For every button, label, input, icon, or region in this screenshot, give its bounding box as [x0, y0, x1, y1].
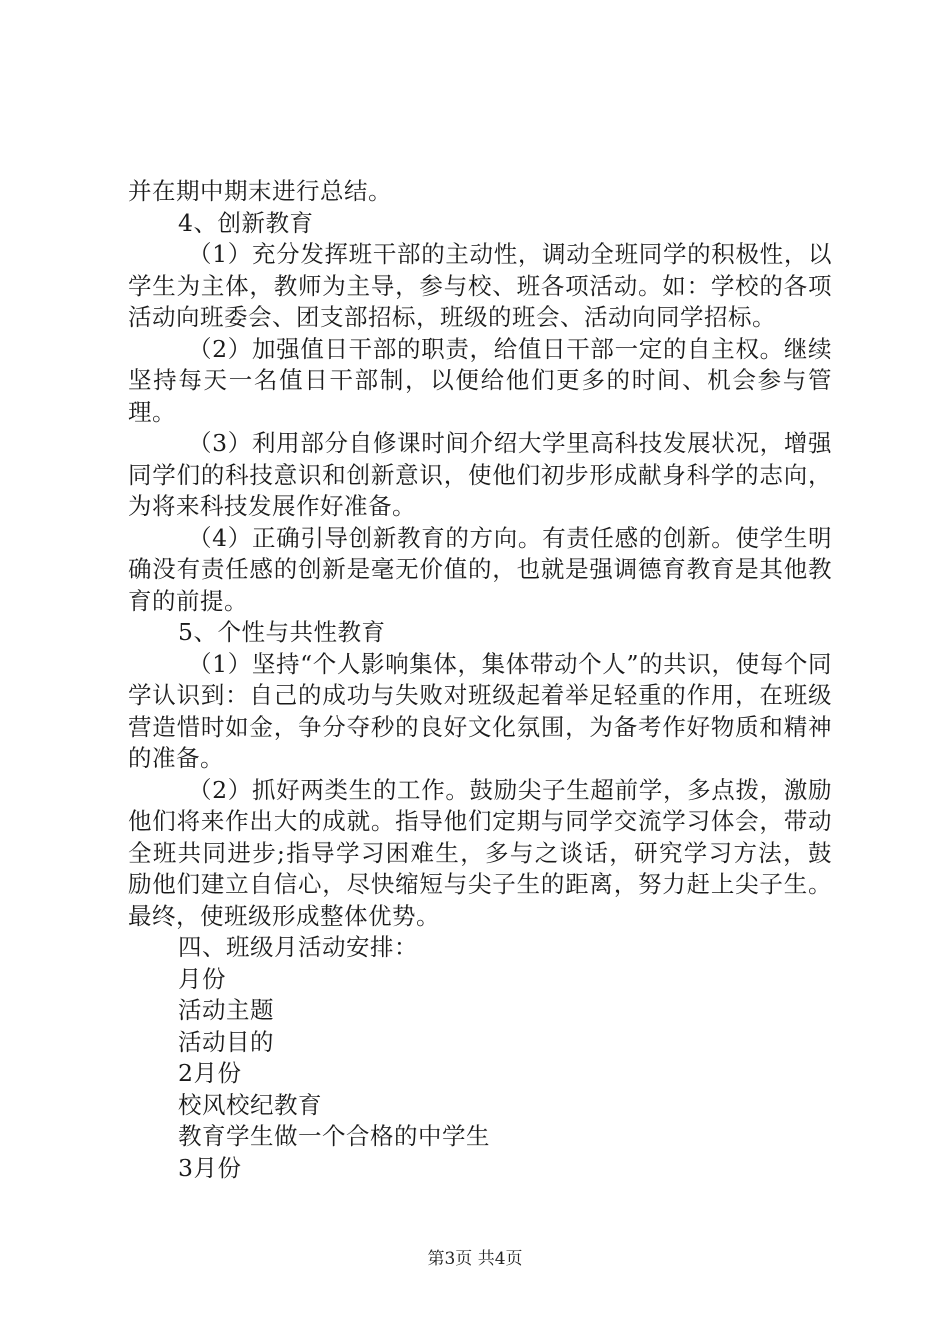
paragraph-personality-1: （1）坚持“个人影响集体，集体带动个人”的共识，使每个同学认识到：自己的成功与失败对班级起着举足轻重的作用，在班级营造惜时如金，争分夺秒的良好文化氛围，为备考作好物质和精神的准备。	[128, 649, 832, 772]
table-line: 3月份	[178, 1153, 242, 1182]
table-line: 2月份	[178, 1059, 242, 1087]
table-line: 校风校纪教育	[178, 1090, 322, 1119]
section-heading-personality: 5、个性与共性教育	[178, 618, 386, 646]
paragraph-innovation-2: （2）加强值日干部的职责，给值日干部一定的自主权。继续坚持每天一名值日干部制，以便给他们更多的时间、机会参与管理。	[128, 334, 832, 426]
section-heading-monthly-activities: 四、班级月活动安排：	[178, 933, 418, 961]
table-line: 月份	[178, 964, 226, 993]
paragraph-innovation-3: （3）利用部分自修课时间介绍大学里高科技发展状况，增强同学们的科技意识和创新意识，使他们初步形成献身科学的志向，为将来科技发展作好准备。	[128, 429, 832, 520]
paragraph-continuation: 并在期中期末进行总结。	[128, 177, 392, 205]
table-line: 教育学生做一个合格的中学生	[178, 1122, 490, 1150]
paragraph-personality-2: （2）抓好两类生的工作。鼓励尖子生超前学，多点拨，激励他们将来作出大的成就。指导他们定期与同学交流学习体会，带动全班共同进步;指导学习困难生，多与之谈话，研究学习方法，鼓励他们建立自信心，尽快缩短与尖子生的距离，努力赶上尖子生。最终，使班级形成整体优势。	[128, 775, 832, 930]
paragraph-innovation-4: （4）正确引导创新教育的方向。有责任感的创新。使学生明确没有责任感的创新是毫无价值的，也就是强调德育教育是其他教育的前提。	[128, 523, 832, 615]
section-heading-innovation: 4、创新教育	[178, 208, 314, 237]
document-body	[128, 176, 832, 1184]
page-number-footer: 第3页 共4页	[427, 1249, 523, 1269]
table-line: 活动目的	[178, 1027, 274, 1056]
paragraph-innovation-1: （1）充分发挥班干部的主动性，调动全班同学的积极性，以学生为主体，教师为主导，参与校、班各项活动。如：学校的各项活动向班委会、团支部招标，班级的班会、活动向同学招标。	[128, 240, 832, 331]
table-line: 活动主题	[178, 996, 274, 1024]
